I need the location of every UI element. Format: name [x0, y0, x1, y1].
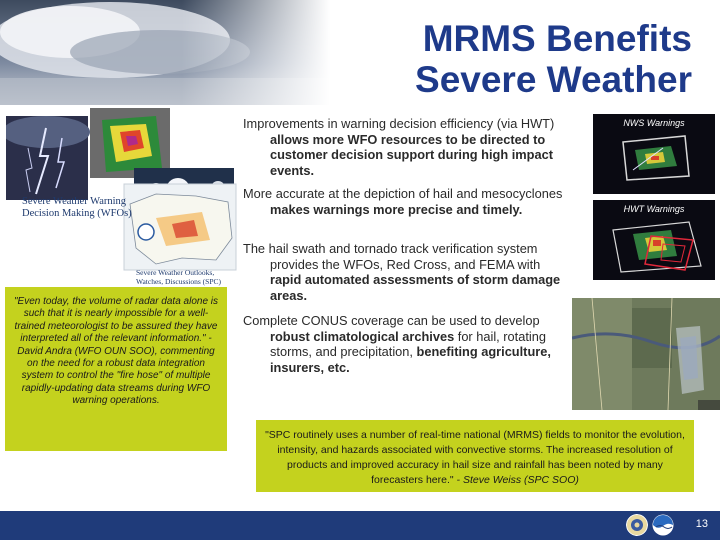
bullet-bold: makes warnings more precise and timely. — [270, 201, 523, 217]
title-line-2: Severe Weather — [415, 59, 692, 100]
bullet-text: Complete CONUS coverage can be used to develop — [243, 313, 540, 328]
hwt-warnings-label: HWT Warnings — [623, 204, 685, 214]
quote-weiss-text: "SPC routinely uses a number of real-time national (MRMS) fields to monitor the evolution, intensity, and hazards associated with convective storms. The increased resolution of products and improved accuracy in hail size and rainfall has been noted by many forecasters here." — [265, 429, 685, 486]
bullet-conus-coverage — [243, 313, 568, 375]
bullet-verification-system — [243, 241, 568, 303]
bullet-text: Improvements in warning decision efficiency (via HWT) — [243, 116, 555, 131]
slide-title — [272, 18, 692, 100]
quote-weiss-attribution: - Steve Weiss (SPC SOO) — [453, 474, 579, 486]
bullet-bold: rapid automated assessments of storm damage areas. — [270, 272, 561, 303]
bullet-bold: robust climatological archives — [270, 328, 455, 344]
bullet-text-2: for hail, rotating storms, and precipitation, — [270, 328, 546, 360]
hwt-warnings-thumbnail — [593, 200, 715, 280]
bullet-hail-accuracy — [243, 186, 568, 217]
nws-warnings-thumbnail — [593, 114, 715, 194]
quote-box-weiss — [256, 420, 694, 492]
bullet-warning-efficiency — [243, 116, 568, 178]
bullet-text: The hail swath and tornado track verification system provides the WFOs, Red Cross, and FEMA with — [243, 241, 541, 272]
bullet-bold-2: benefiting agriculture, insurers, etc. — [270, 344, 551, 375]
caption-outlooks-watches: Severe Weather Outlooks, Watches, Discussions (SPC) — [136, 268, 222, 286]
bullet-text: More accurate at the depiction of hail and mesocyclones — [243, 186, 563, 201]
quote-box-andra: "Even today, the volume of radar data alone is such that it is nearly impossible for a well-trained meteorologist to be assured they have interpreted all of the relevant information." - David Andra (WFO OUN SOO), commenting on the need for a robust data integration system to control the "fire hose" of multiple rapidly-updating data streams during WFO warning operations. — [5, 287, 227, 451]
title-line-1: MRMS Benefits — [422, 18, 692, 59]
commerce-seal-icon — [626, 514, 648, 536]
nws-warnings-label: NWS Warnings — [623, 118, 685, 128]
footer-bar — [0, 511, 720, 540]
caption-warning-decision-making: Severe Weather Warning Decision Making (WFOs) — [22, 196, 132, 219]
bullet-bold: allows more WFO resources to be directed to customer decision support during high impact events. — [270, 131, 553, 178]
satellite-map — [572, 298, 720, 410]
page-number: 13 — [695, 518, 708, 530]
noaa-logo-icon — [652, 514, 674, 536]
